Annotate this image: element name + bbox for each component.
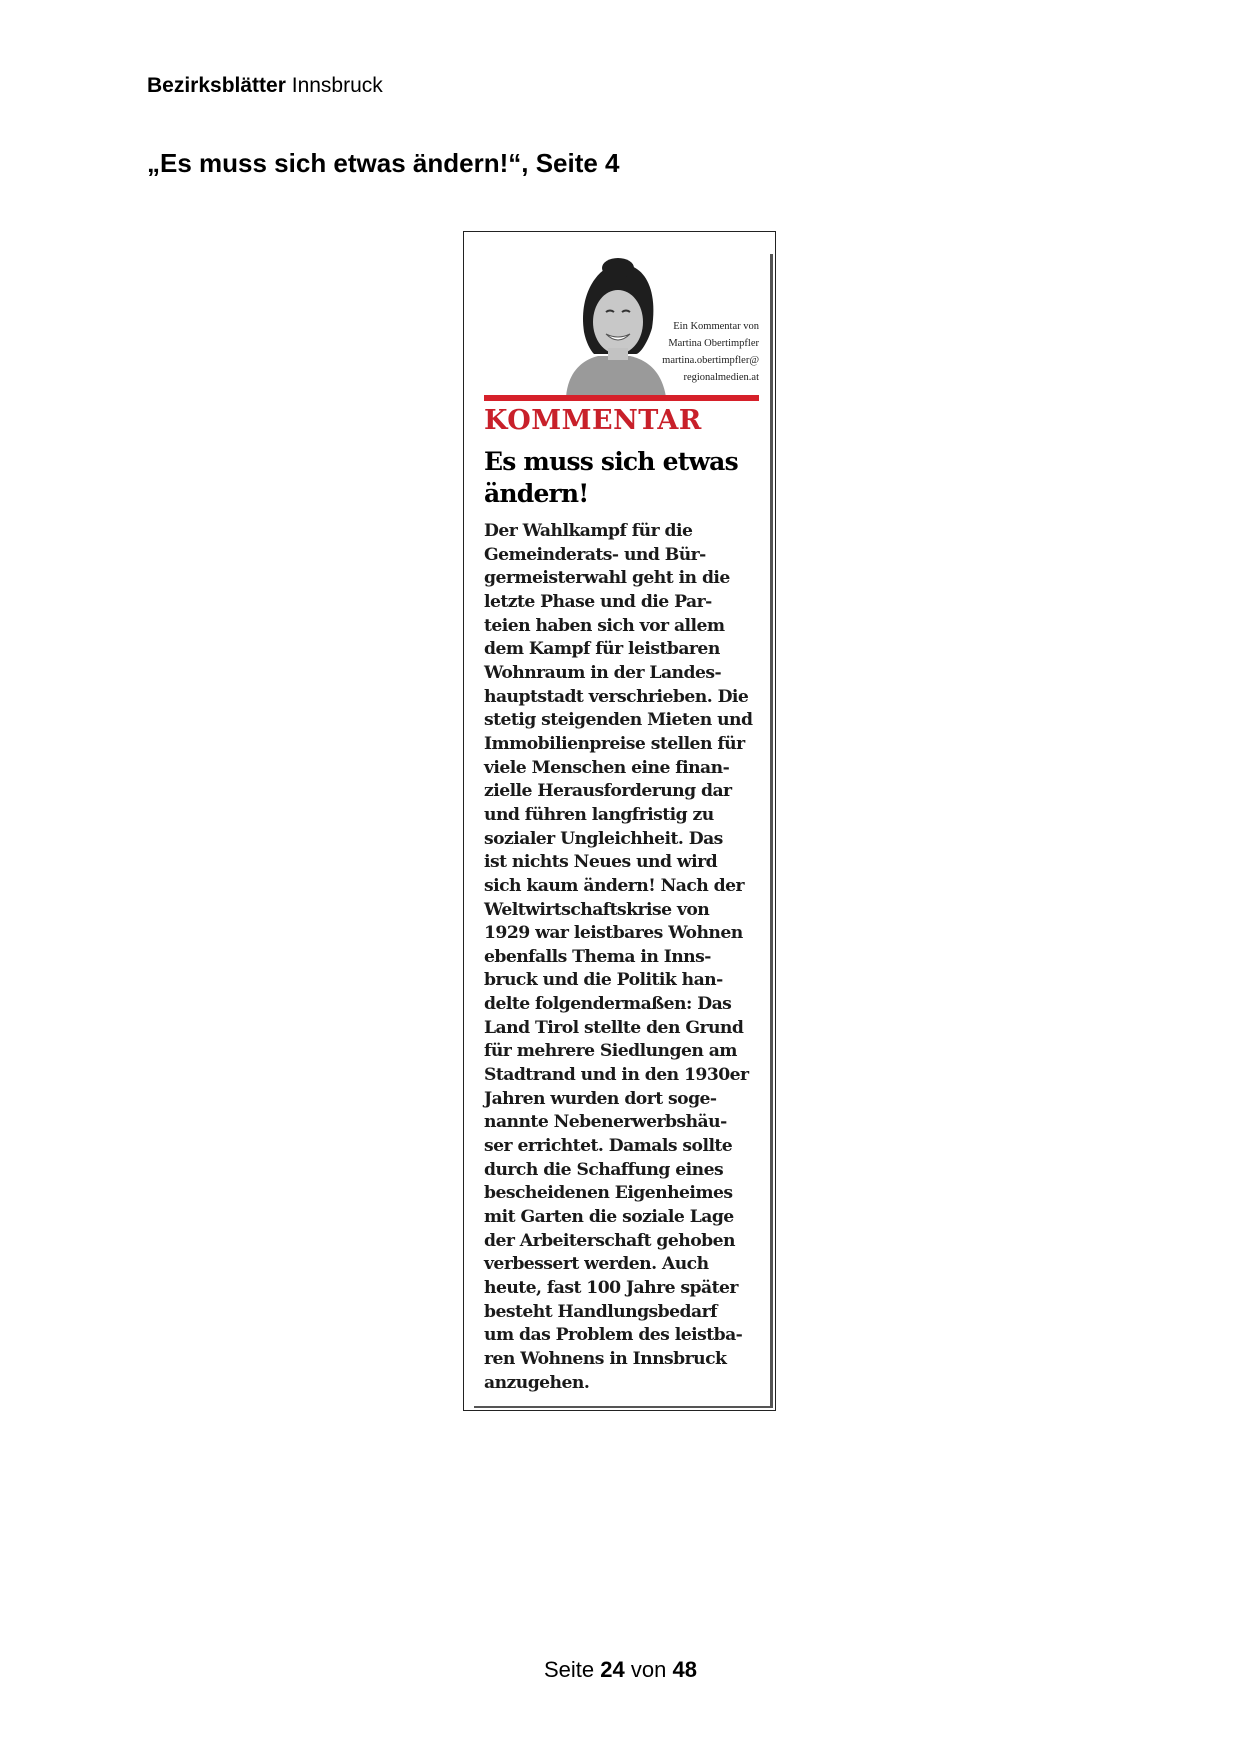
newspaper-clipping — [463, 231, 776, 1411]
body-line: stetig steigenden Mieten und — [484, 710, 753, 731]
body-line: Gemeinderats- und Bür- — [484, 544, 706, 565]
body-line: delte folgendermaßen: Das — [484, 994, 732, 1015]
body-line: Weltwirtschaftskrise von — [484, 899, 710, 920]
page-of-label: von — [630, 1657, 667, 1682]
byline-email-domain: regionalmedien.at — [683, 372, 759, 383]
byline-author: Martina Obertimpfler — [668, 338, 759, 349]
byline-line: Ein Kommentar von — [673, 321, 759, 332]
current-page: 24 — [600, 1657, 625, 1682]
byline-email: martina.obertimpfler@ — [662, 355, 759, 366]
body-line: für mehrere Siedlungen am — [484, 1041, 737, 1062]
body-line: um das Problem des leistba- — [484, 1325, 743, 1346]
clipping-shadow-bottom — [474, 1406, 773, 1408]
document-title: „Es muss sich etwas ändern!“, Seite 4 — [147, 148, 620, 178]
body-line: ist nichts Neues und wird — [484, 852, 718, 873]
red-divider — [484, 395, 759, 401]
body-line: ser errichtet. Damals sollte — [484, 1136, 733, 1157]
body-line: teien haben sich vor allem — [484, 615, 725, 636]
page-number — [0, 1657, 1241, 1683]
body-line: Immobilienpreise stellen für — [484, 733, 745, 754]
headline-line: Es muss sich etwas — [484, 447, 738, 476]
publication-name: Bezirksblätter — [147, 74, 286, 97]
body-line: besteht Handlungsbedarf — [484, 1301, 717, 1322]
body-line: der Arbeiterschaft gehoben — [484, 1230, 735, 1251]
article-headline — [484, 446, 764, 510]
body-line: Jahren wurden dort soge- — [484, 1088, 717, 1109]
body-line: sozialer Ungleichheit. Das — [484, 828, 723, 849]
body-line: Wohnraum in der Landes- — [484, 662, 722, 683]
body-line: durch die Schaffung eines — [484, 1159, 724, 1180]
body-line: zielle Herausforderung dar — [484, 781, 732, 802]
body-line: germeisterwahl geht in die — [484, 568, 730, 589]
body-line: Land Tirol stellte den Grund — [484, 1017, 744, 1038]
body-line: hauptstadt verschrieben. Die — [484, 686, 749, 707]
body-line: Stadtrand und in den 1930er — [484, 1065, 749, 1086]
article-body — [484, 520, 774, 1395]
body-line: 1929 war leistbares Wohnen — [484, 923, 743, 944]
publication-header — [147, 74, 383, 98]
body-line: anzugehen. — [484, 1372, 590, 1393]
publication-region: Innsbruck — [291, 74, 383, 97]
body-line: ren Wohnens in Innsbruck — [484, 1348, 727, 1369]
body-line: sich kaum ändern! Nach der — [484, 875, 745, 896]
body-line: mit Garten die soziale Lage — [484, 1207, 734, 1228]
body-line: nannte Nebenerwerbshäu- — [484, 1112, 727, 1133]
total-pages: 48 — [672, 1657, 697, 1682]
body-line: dem Kampf für leistbaren — [484, 639, 720, 660]
body-line: verbessert werden. Auch — [484, 1254, 709, 1275]
body-line: bescheidenen Eigenheimes — [484, 1183, 733, 1204]
body-line: bruck und die Politik han- — [484, 970, 723, 991]
body-line: viele Menschen eine finan- — [484, 757, 730, 778]
headline-line: ändern! — [484, 479, 589, 508]
rubric-label: KOMMENTAR — [484, 405, 702, 436]
body-line: ebenfalls Thema in Inns- — [484, 946, 711, 967]
page-label: Seite — [544, 1657, 595, 1682]
body-line: Der Wahlkampf für die — [484, 521, 693, 541]
author-byline — [609, 318, 759, 386]
body-line: letzte Phase und die Par- — [484, 591, 712, 612]
body-line: und führen langfristig zu — [484, 804, 714, 825]
body-line: heute, fast 100 Jahre später — [484, 1278, 738, 1298]
